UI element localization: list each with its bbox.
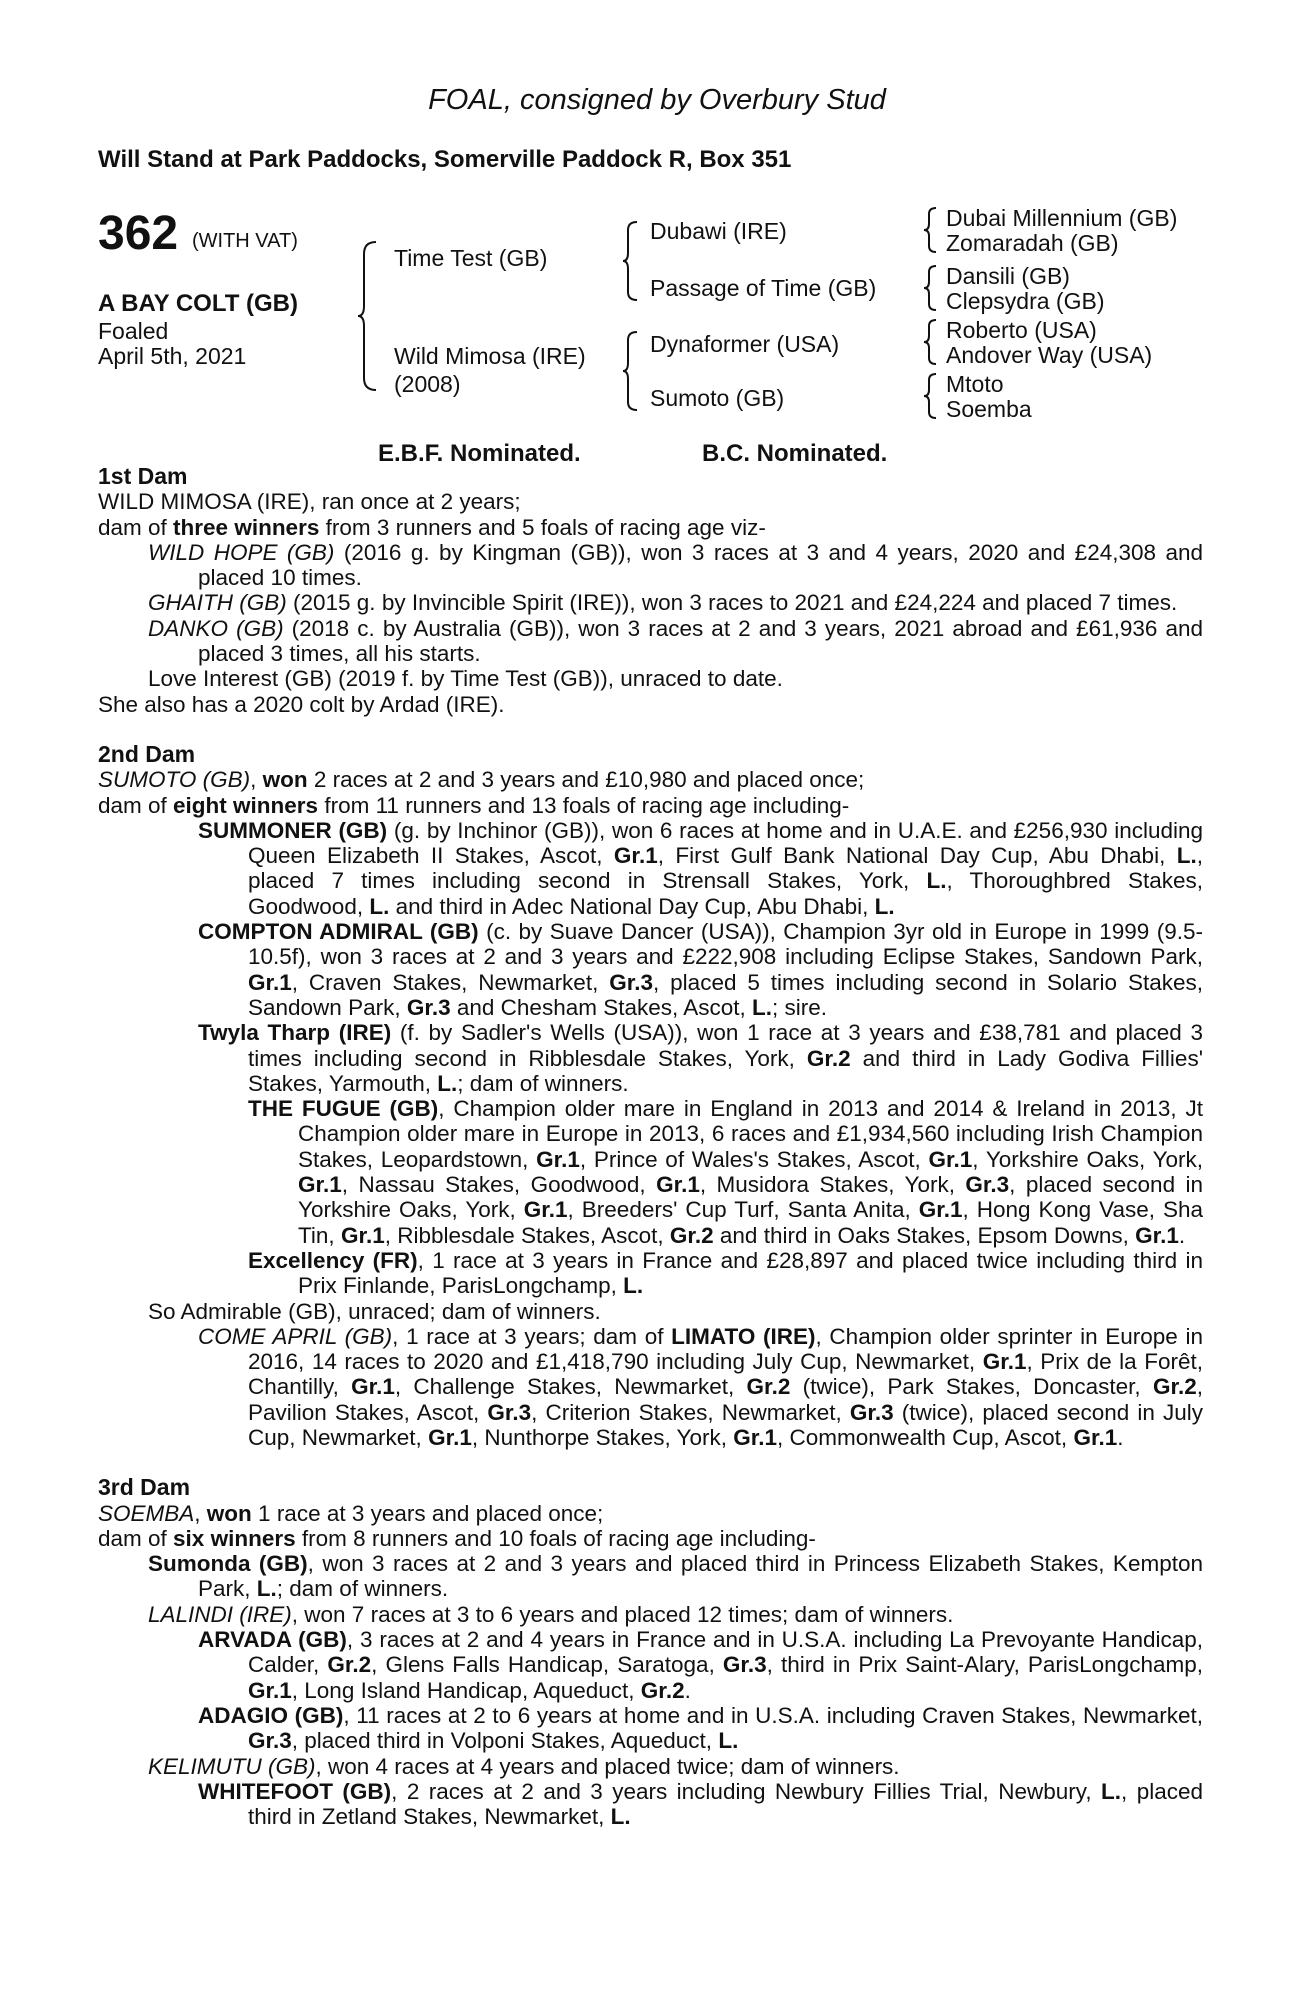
pedigree-dam-dam: Sumoto (GB) bbox=[650, 385, 785, 411]
produce-so-admirable: So Admirable (GB), unraced; dam of winners. bbox=[148, 1298, 601, 1324]
pedigree-brace-sire bbox=[621, 220, 639, 302]
pedigree-gg-7: Mtoto bbox=[946, 371, 1004, 397]
pedigree-gg-2: Zomaradah (GB) bbox=[946, 230, 1119, 256]
produce-ghaith: GHAITH (GB) (2015 g. by Invincible Spirit (IRE)), won 3 races to 2021 and £24,224 and placed 7 times. bbox=[148, 590, 1178, 616]
produce-wild-hope: WILD HOPE (GB) (2016 g. by Kingman (GB)), won 3 races at 3 and 4 years, 2020 and £24,308 and placed 10 times. bbox=[148, 539, 1203, 591]
pedigree-dam-year: (2008) bbox=[394, 371, 461, 397]
produce-2020-colt: She also has a 2020 colt by Ardad (IRE). bbox=[98, 691, 505, 717]
second-dam-line: SUMOTO (GB), won 2 races at 2 and 3 years and £10,980 and placed once; bbox=[98, 767, 865, 793]
pedigree-sire-dam: Passage of Time (GB) bbox=[650, 275, 877, 301]
first-dam-produce-summary: dam of three winners from 3 runners and 5 foals of racing age viz- bbox=[98, 514, 766, 540]
pedigree-brace-main bbox=[356, 240, 378, 392]
bc-nomination: B.C. Nominated. bbox=[702, 440, 888, 467]
produce-lalindi: LALINDI (IRE), won 7 races at 3 to 6 years and placed 12 times; dam of winners. bbox=[148, 1601, 954, 1627]
second-dam-produce-summary: dam of eight winners from 11 runners and 13 foals of racing age including- bbox=[98, 792, 850, 818]
section-heading-2nd-dam: 2nd Dam bbox=[98, 740, 196, 767]
produce-twyla-tharp: Twyla Tharp (IRE) (f. by Sadler's Wells (USA)), won 1 race at 3 years and £38,781 and placed 3 times including second in Ribblesdale Stakes, York, Gr.2 and third in Lady Godiva Fillies' Stakes, Yarmouth, L.; dam of winners. bbox=[198, 1020, 1203, 1096]
pedigree-gg-1: Dubai Millennium (GB) bbox=[946, 205, 1178, 231]
produce-whitefoot: WHITEFOOT (GB), 2 races at 2 and 3 years including Newbury Fillies Trial, Newbury, L., placed third in Zetland Stakes, Newmarket, L. bbox=[198, 1778, 1203, 1830]
pedigree-brace-g4 bbox=[922, 372, 938, 420]
produce-love-interest: Love Interest (GB) (2019 f. by Time Test (GB)), unraced to date. bbox=[148, 666, 783, 692]
pedigree-brace-g1 bbox=[922, 206, 938, 254]
foaled-date: April 5th, 2021 bbox=[98, 343, 247, 369]
third-dam-line: SOEMBA, won 1 race at 3 years and placed once; bbox=[98, 1500, 604, 1526]
produce-sumonda: Sumonda (GB), won 3 races at 2 and 3 years and placed third in Princess Elizabeth Stakes, Kempton Park, L.; dam of winners. bbox=[148, 1551, 1203, 1602]
horse-title: A BAY COLT (GB) bbox=[98, 290, 299, 317]
third-dam-produce-summary: dam of six winners from 8 runners and 10 foals of racing age including- bbox=[98, 1525, 816, 1551]
pedigree-sire-sire: Dubawi (IRE) bbox=[650, 218, 787, 244]
produce-adagio: ADAGIO (GB), 11 races at 2 to 6 years at home and in U.S.A. including Craven Stakes, Newmarket, Gr.3, placed third in Volponi Stakes, Aqueduct, L. bbox=[198, 1702, 1203, 1754]
pedigree-gg-5: Roberto (USA) bbox=[946, 317, 1097, 343]
pedigree-gg-3: Dansili (GB) bbox=[946, 263, 1070, 289]
produce-danko: DANKO (GB) (2018 c. by Australia (GB)), won 3 races at 2 and 3 years, 2021 abroad and £61,936 and placed 3 times, all his starts. bbox=[148, 615, 1203, 667]
produce-the-fugue: THE FUGUE (GB), Champion older mare in England in 2013 and 2014 & Ireland in 2013, Jt Champion older mare in Europe in 2013, 6 races and £1,934,560 including Irish Champion Stakes, Leopardstown, Gr.1, Prince of Wales's Stakes, Ascot, Gr.1, Yorkshire Oaks, York, Gr.1, Nassau Stakes, Goodwood, Gr.1, Musidora Stakes, York, Gr.3, placed second in Yorkshire Oaks, York, Gr.1, Breeders' Cup Turf, Santa Anita, Gr.1, Hong Kong Vase, Sha Tin, Gr.1, Ribblesdale Stakes, Ascot, Gr.2 and third in Oaks Stakes, Epsom Downs, Gr.1. bbox=[248, 1096, 1204, 1248]
pedigree-brace-g3 bbox=[922, 318, 938, 366]
pedigree-brace-g2 bbox=[922, 264, 938, 312]
vat-note: (WITH VAT) bbox=[192, 230, 298, 252]
dam-lines bbox=[98, 464, 1203, 1829]
section-heading-1st-dam: 1st Dam bbox=[98, 463, 188, 489]
produce-compton-admiral: COMPTON ADMIRAL (GB) (c. by Suave Dancer (USA)), Champion 3yr old in Europe in 1999 (9.5-10.5f), won 3 races at 2 and 3 years and £222,908 including Eclipse Stakes, Sandown Park, Gr.1, Craven Stakes, Newmarket, Gr.3, placed 5 times including second in Solario Stakes, Sandown Park, Gr.3 and Chesham Stakes, Ascot, L.; sire. bbox=[198, 919, 1203, 1020]
pedigree-gg-8: Soemba bbox=[946, 396, 1032, 422]
section-heading-3rd-dam: 3rd Dam bbox=[98, 1474, 191, 1501]
pedigree-gg-6: Andover Way (USA) bbox=[946, 342, 1153, 368]
pedigree-brace-dam bbox=[621, 330, 639, 412]
pedigree-dam-sire: Dynaformer (USA) bbox=[650, 331, 840, 357]
produce-excellency: Excellency (FR), 1 race at 3 years in France and £28,897 and placed twice including third in Prix Finlande, ParisLongchamp, L. bbox=[248, 1247, 1203, 1299]
pedigree-gg-4: Clepsydra (GB) bbox=[946, 288, 1105, 314]
pedigree-sire: Time Test (GB) bbox=[394, 245, 548, 271]
produce-come-april: COME APRIL (GB), 1 race at 3 years; dam of LIMATO (IRE), Champion older sprinter in Europe in 2016, 14 races to 2020 and £1,418,790 including July Cup, Newmarket, Gr.1, Prix de la Forêt, Chantilly, Gr.1, Challenge Stakes, Newmarket, Gr.2 (twice), Park Stakes, Doncaster, Gr.2, Pavilion Stakes, Ascot, Gr.3, Criterion Stakes, Newmarket, Gr.3 (twice), placed second in July Cup, Newmarket, Gr.1, Nunthorpe Stakes, York, Gr.1, Commonwealth Cup, Ascot, Gr.1. bbox=[198, 1323, 1203, 1450]
first-dam-line: WILD MIMOSA (IRE), ran once at 2 years; bbox=[98, 489, 521, 515]
consignor-line: FOAL, consigned by Overbury Stud bbox=[428, 84, 886, 116]
lot-number: 362 bbox=[98, 207, 179, 260]
produce-kelimutu: KELIMUTU (GB), won 4 races at 4 years and placed twice; dam of winners. bbox=[148, 1753, 900, 1779]
produce-summoner: SUMMONER (GB) (g. by Inchinor (GB)), won 6 races at home and in U.A.E. and £256,930 including Queen Elizabeth II Stakes, Ascot, Gr.1, First Gulf Bank National Day Cup, Abu Dhabi, L., placed 7 times including second in Strensall Stakes, York, L., Thoroughbred Stakes, Goodwood, L. and third in Adec National Day Cup, Abu Dhabi, L. bbox=[198, 817, 1204, 919]
produce-arvada: ARVADA (GB), 3 races at 2 and 4 years in France and in U.S.A. including La Prevoyante Handicap, Calder, Gr.2, Glens Falls Handicap, Saratoga, Gr.3, third in Prix Saint-Alary, ParisLongchamp, Gr.1, Long Island Handicap, Aqueduct, Gr.2. bbox=[198, 1627, 1203, 1703]
foaled-label: Foaled bbox=[98, 318, 169, 344]
stand-location: Will Stand at Park Paddocks, Somerville Paddock R, Box 351 bbox=[98, 146, 792, 173]
ebf-nomination: E.B.F. Nominated. bbox=[378, 440, 581, 467]
pedigree-dam: Wild Mimosa (IRE) bbox=[394, 343, 586, 369]
